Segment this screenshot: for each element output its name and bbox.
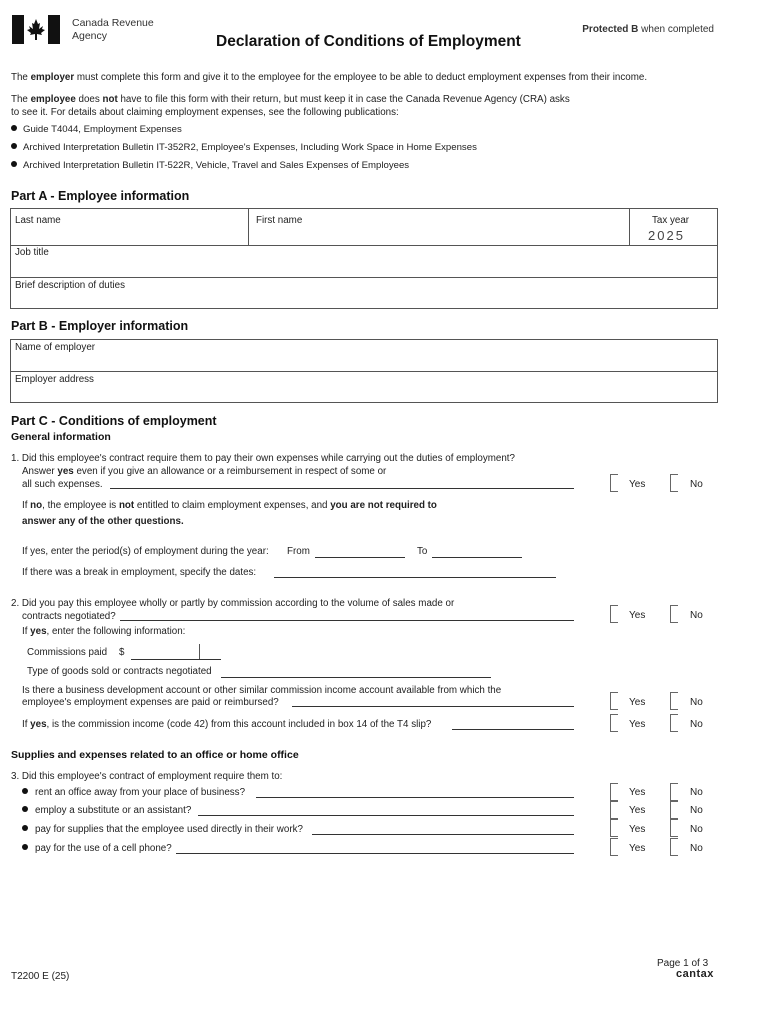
bullet-icon [22, 825, 28, 831]
leader-line [256, 797, 574, 798]
q3-supplies-no-checkbox[interactable] [670, 819, 678, 837]
yes-label: Yes [629, 805, 646, 816]
leader-line [452, 729, 574, 730]
break-label: If there was a break in employment, specify the dates: [22, 567, 257, 578]
no-label: No [690, 610, 703, 621]
bullet-icon [22, 844, 28, 850]
publication-item: Archived Interpretation Bulletin IT-352R2, Employee's Expenses, Including Work Space in Home Expenses [11, 142, 477, 153]
cents-divider [199, 644, 200, 659]
q2-yes-note: If yes, enter the following information: [22, 626, 186, 637]
goods-type-field[interactable] [221, 677, 491, 678]
publication-item: Archived Interpretation Bulletin IT-522R, Vehicle, Travel and Sales Expenses of Employees [11, 160, 409, 171]
yes-label: Yes [629, 610, 646, 621]
agency-name [72, 17, 154, 43]
break-dates-field[interactable] [274, 577, 556, 578]
tax-year-field[interactable]: 2025 [648, 228, 685, 243]
part-a-heading: Part A - Employee information [11, 189, 190, 203]
protected-label: Protected B [582, 24, 639, 35]
code-42-no-checkbox[interactable] [670, 714, 678, 732]
employee-info-box [10, 208, 718, 309]
commissions-paid-label: Commissions paid [27, 647, 108, 658]
goods-type-label: Type of goods sold or contracts negotiated [27, 666, 212, 677]
yes-label: Yes [629, 697, 646, 708]
bullet-icon [11, 125, 17, 131]
dollar-sign: $ [119, 647, 125, 658]
question-1-line3: all such expenses. [22, 479, 103, 490]
leader-line [120, 620, 574, 621]
form-identifier: T2200 E (25) [11, 971, 70, 982]
bda-question: Is there a business development account or other similar commission income account available from which the [22, 685, 502, 696]
leader-line [312, 834, 574, 835]
question-2-line2: contracts negotiated? [22, 611, 116, 622]
code-42-yes-checkbox[interactable] [610, 714, 618, 732]
leader-line [198, 815, 574, 816]
bullet-icon [11, 143, 17, 149]
divider [629, 208, 630, 246]
agency-line1: Canada Revenue [72, 17, 154, 29]
period-label: If yes, enter the period(s) of employment during the year: [22, 546, 269, 557]
q3-item: employ a substitute or an assistant? [22, 805, 191, 816]
bda-no-checkbox[interactable] [670, 692, 678, 710]
part-b-heading: Part B - Employer information [11, 319, 189, 333]
divider [10, 371, 718, 372]
q3-substitute-no-checkbox[interactable] [670, 801, 678, 819]
divider [248, 208, 249, 246]
leader-line [292, 706, 574, 707]
job-title-field[interactable]: Job title [15, 247, 49, 258]
q1-no-checkbox[interactable] [670, 474, 678, 492]
q3-item: pay for supplies that the employee used directly in their work? [22, 824, 303, 835]
page-title: Declaration of Conditions of Employment [216, 33, 521, 50]
bullet-icon [22, 806, 28, 812]
protected-suffix: when completed [638, 24, 714, 35]
divider [10, 277, 718, 278]
bda-question-line2: employee's employment expenses are paid or reimbursed? [22, 697, 279, 708]
no-label: No [690, 697, 703, 708]
leader-line [176, 853, 574, 854]
q3-cellphone-yes-checkbox[interactable] [610, 838, 618, 856]
q2-no-checkbox[interactable] [670, 605, 678, 623]
question-1-line2: Answer yes even if you give an allowance or a reimbursement in respect of some or [22, 466, 387, 477]
canada-flag-icon [12, 15, 60, 44]
part-c-heading: Part C - Conditions of employment [11, 414, 217, 428]
code-42-question: If yes, is the commission income (code 42) from this account included in box 14 of the T4 slip? [22, 719, 432, 730]
publication-item: Guide T4044, Employment Expenses [11, 124, 182, 135]
intro-paragraph-2-line2: to see it. For details about claiming employment expenses, see the following publications: [11, 107, 399, 118]
q3-substitute-yes-checkbox[interactable] [610, 801, 618, 819]
employer-name-field[interactable]: Name of employer [15, 342, 96, 353]
question-2: 2. Did you pay this employee wholly or partly by commission according to the volume of sales made or [11, 598, 455, 609]
question-3: 3. Did this employee's contract of employment require them to: [11, 771, 283, 782]
no-label: No [690, 824, 703, 835]
q2-yes-checkbox[interactable] [610, 605, 618, 623]
general-info-heading: General information [11, 431, 111, 443]
bullet-icon [22, 788, 28, 794]
agency-line2: Agency [72, 30, 108, 42]
supplies-heading: Supplies and expenses related to an office or home office [11, 749, 299, 761]
tax-year-label: Tax year [652, 215, 690, 226]
commissions-paid-field[interactable] [131, 659, 221, 660]
no-label: No [690, 805, 703, 816]
bda-yes-checkbox[interactable] [610, 692, 618, 710]
intro-paragraph-2: The employee does not have to file this form with their return, but must keep it in case the Canada Revenue Agency (CRA) asks [11, 94, 570, 105]
first-name-field[interactable]: First name [256, 215, 303, 226]
q3-supplies-yes-checkbox[interactable] [610, 819, 618, 837]
yes-label: Yes [629, 479, 646, 490]
cantax-logo: cantax [676, 968, 714, 980]
q3-rent-yes-checkbox[interactable] [610, 783, 618, 801]
bullet-icon [11, 161, 17, 167]
q1-yes-checkbox[interactable] [610, 474, 618, 492]
q3-cellphone-no-checkbox[interactable] [670, 838, 678, 856]
yes-label: Yes [629, 719, 646, 730]
q3-item: pay for the use of a cell phone? [22, 843, 172, 854]
q1-no-note-line2: answer any of the other questions. [22, 516, 184, 527]
page-number: Page 1 of 3 [657, 958, 709, 969]
yes-label: Yes [629, 824, 646, 835]
employer-address-field[interactable]: Employer address [15, 374, 94, 385]
duties-field[interactable]: Brief description of duties [15, 280, 125, 291]
question-1: 1. Did this employee's contract require them to pay their own expenses while carrying out the duties of employment? [11, 453, 515, 464]
no-label: No [690, 787, 703, 798]
q3-item: rent an office away from your place of business? [22, 787, 245, 798]
leader-line [110, 488, 574, 489]
from-date-field[interactable] [315, 557, 405, 558]
intro-paragraph-1: The employer must complete this form and give it to the employee for the employee to be able to deduct employment expenses from their income. [11, 72, 648, 83]
q1-no-note: If no, the employee is not entitled to claim employment expenses, and you are not required to [22, 500, 437, 511]
no-label: No [690, 479, 703, 490]
no-label: No [690, 719, 703, 730]
to-date-field[interactable] [432, 557, 522, 558]
from-label: From [287, 546, 310, 557]
yes-label: Yes [629, 843, 646, 854]
no-label: No [690, 843, 703, 854]
protected-notice [582, 24, 714, 35]
to-label: To [417, 546, 428, 557]
q3-rent-no-checkbox[interactable] [670, 783, 678, 801]
divider [10, 245, 718, 246]
last-name-field[interactable]: Last name [15, 215, 61, 226]
yes-label: Yes [629, 787, 646, 798]
